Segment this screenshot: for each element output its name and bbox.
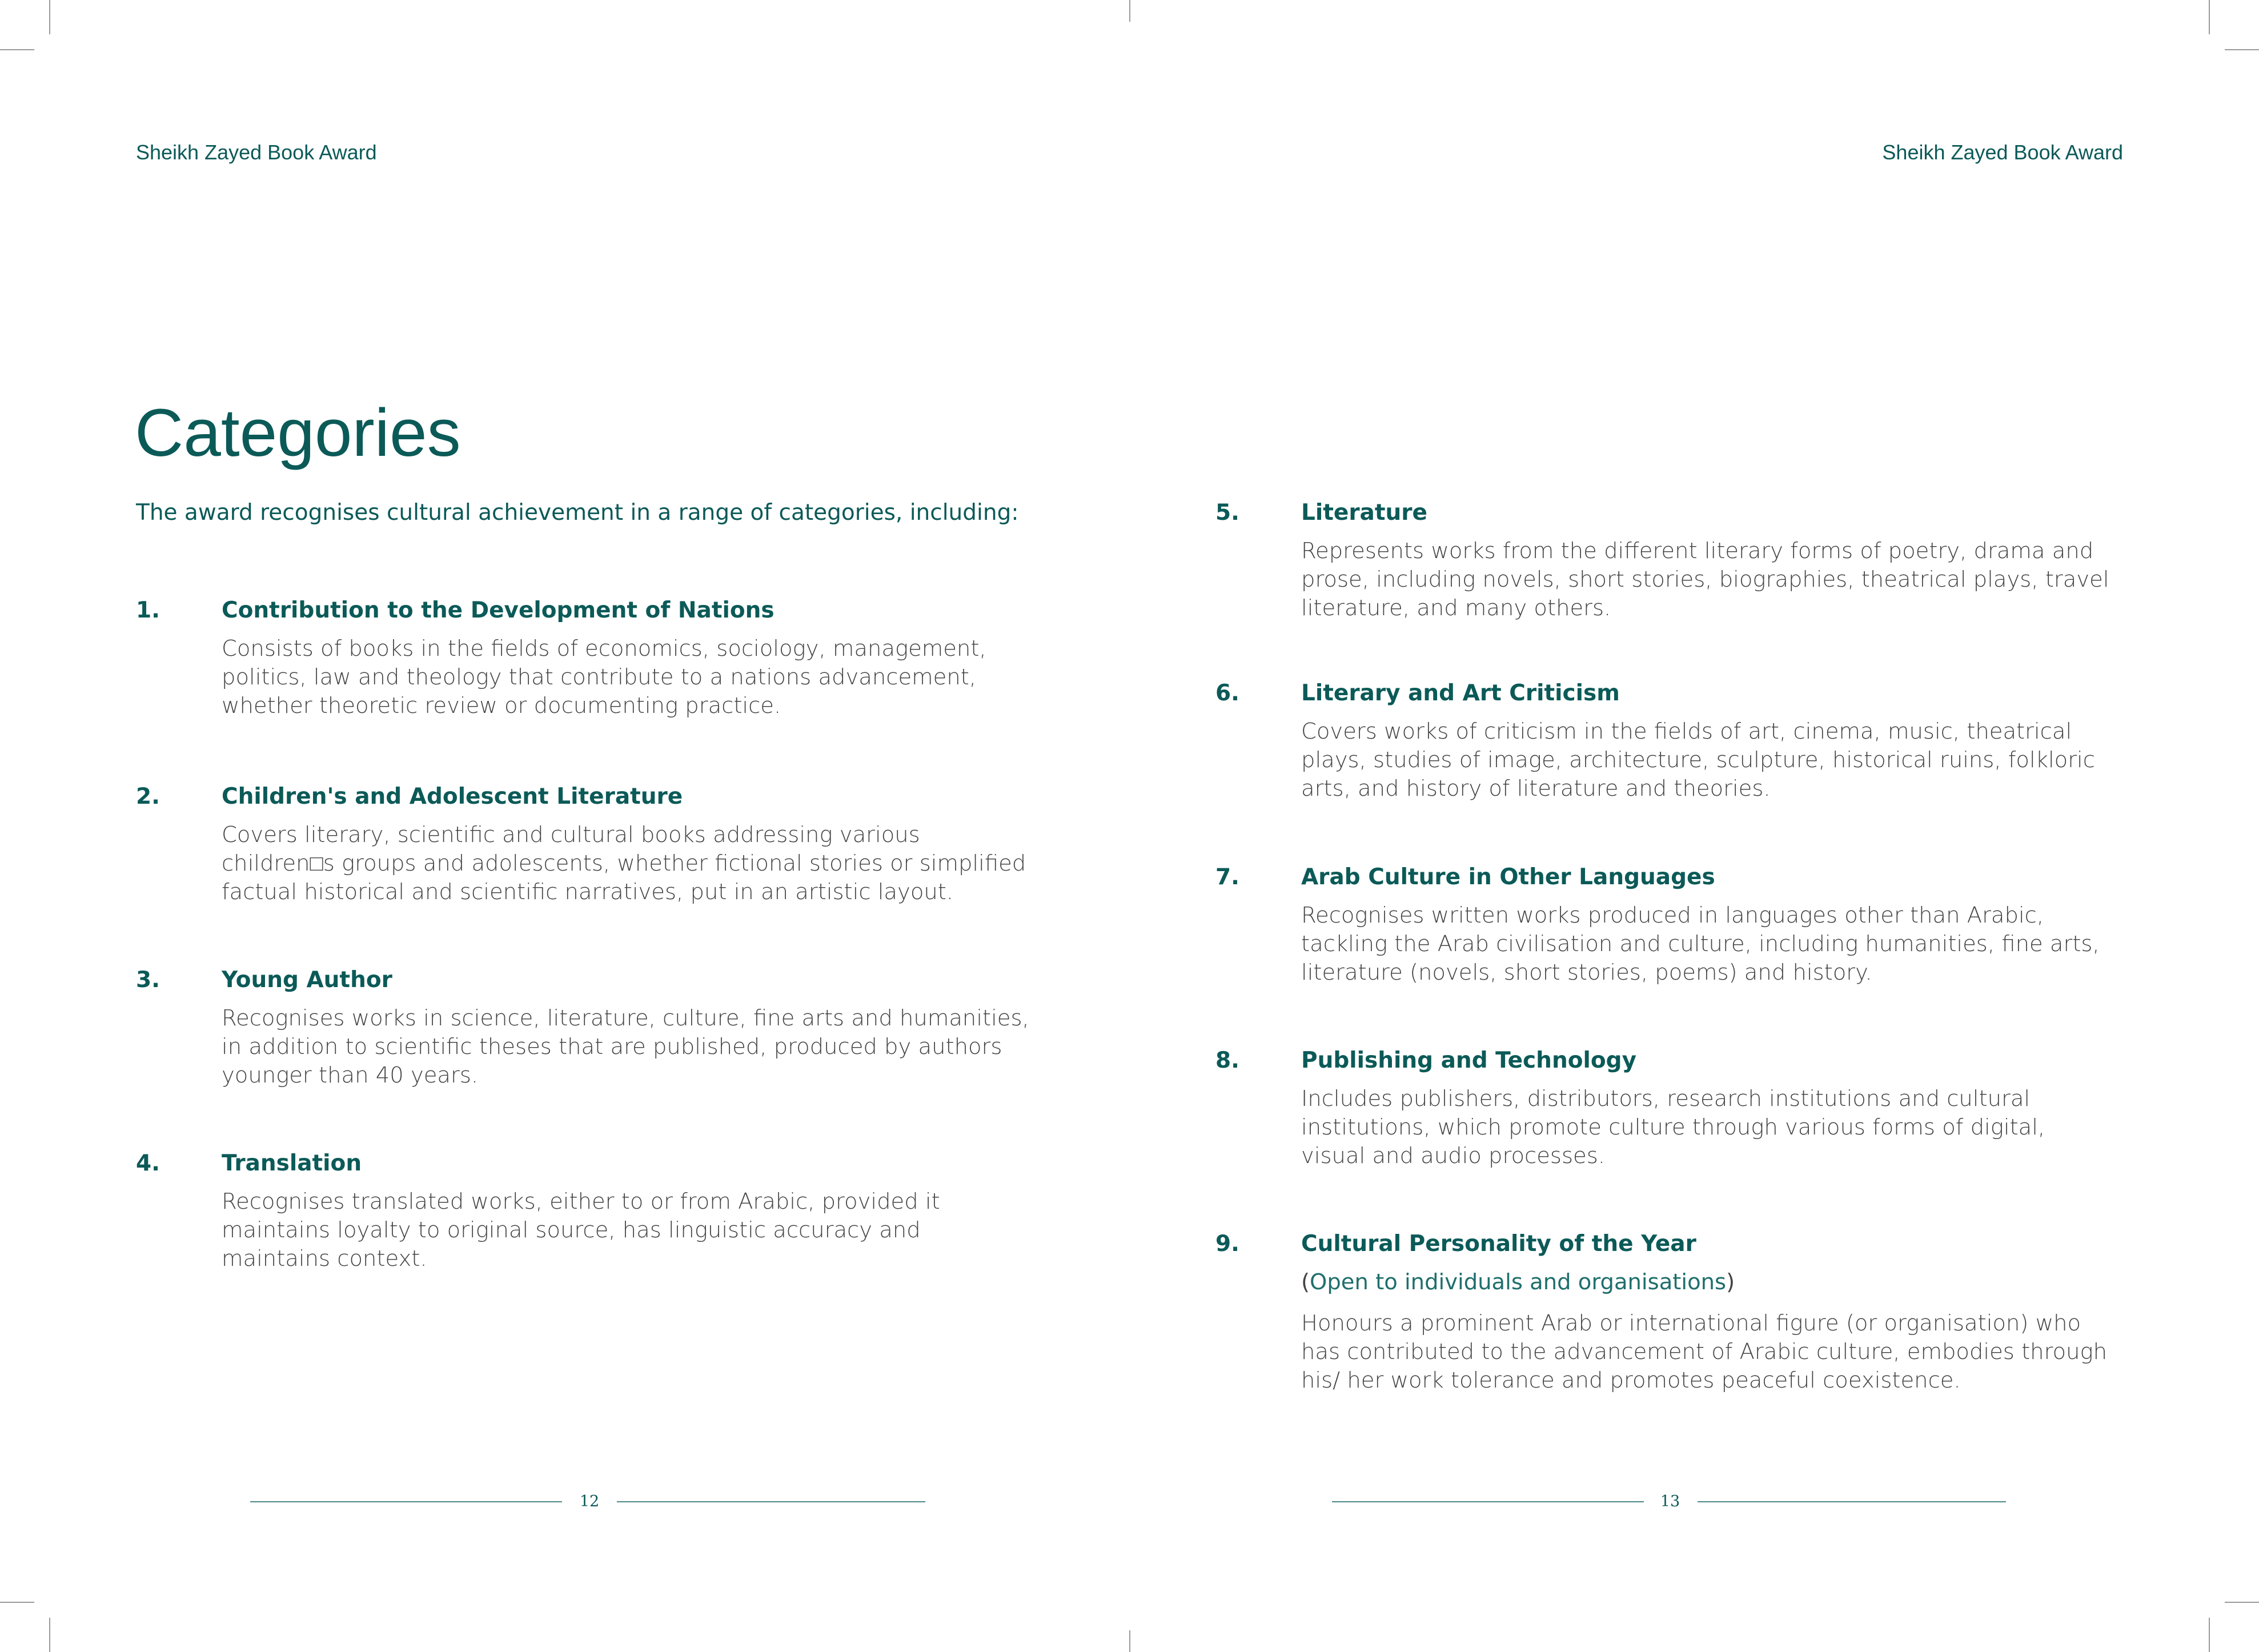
category-description: Recognises written works produced in languages other than Arabic, tackling the Arab civilisation and culture, including humanities, fine arts, literature (novels, short stories, poems) and history. (1301, 903, 2100, 985)
category-number: 3. (136, 967, 160, 993)
category-description: Consists of books in the fields of economics, sociology, management, politics, law and theology that contribute to a nations advancement, whether theoretic review or documenting practice. (222, 636, 986, 719)
footer-rule-left (250, 1501, 562, 1502)
crop-mark (2225, 49, 2259, 50)
category-number: 8. (1215, 1048, 1239, 1073)
category-number: 4. (136, 1150, 160, 1176)
category-number: 1. (136, 598, 160, 623)
category-title: Literature (1301, 500, 1427, 526)
category-title: Translation (222, 1150, 362, 1176)
category-title: Cultural Personality of the Year (1301, 1231, 1696, 1257)
category-title: Literary and Art Criticism (1301, 680, 1620, 706)
running-head-right: Sheikh Zayed Book Award (1882, 141, 2123, 164)
category-description: Covers works of criticism in the fields of art, cinema, music, theatrical plays, studies of image, architecture, sculpture, historical ruins, folkloric arts, and history of literature and theories. (1301, 719, 2095, 801)
category-description: Recognises works in science, literature, culture, fine arts and humanities, in addition to scientific theses that are published, produced by authors younger than 40 years. (222, 1005, 1029, 1088)
category-number: 2. (136, 784, 160, 809)
crop-mark (2209, 0, 2210, 34)
category-title: Young Author (222, 967, 392, 993)
category-description: Covers literary, scientific and cultural books addressing various children□s groups and adolescents, whether fictional stories or simplified factual historical and scientific narratives, put in an artistic layout. (222, 822, 1026, 905)
footer-rule-right (1332, 1501, 1644, 1502)
footer-rule-right (1698, 1501, 2006, 1502)
crop-mark (1129, 1630, 1130, 1652)
crop-mark (2225, 1602, 2259, 1603)
category-number: 6. (1215, 680, 1239, 706)
note-text: Open to individuals and organisations (1310, 1269, 1727, 1295)
page-number-right: 13 (1660, 1493, 1680, 1510)
crop-mark (49, 1618, 50, 1652)
category-number: 5. (1215, 500, 1239, 526)
category-title: Publishing and Technology (1301, 1048, 1636, 1073)
crop-mark (0, 1602, 34, 1603)
category-note (1301, 1268, 2112, 1297)
crop-mark (49, 0, 50, 34)
intro-text: The award recognises cultural achievement in a range of categories, including: (136, 500, 1019, 526)
crop-mark (1129, 0, 1130, 22)
category-description: Honours a prominent Arab or international figure (or organisation) who has contributed to the advancement of Arabic culture, embodies through his/ her work tolerance and promotes peaceful coexistence. (1301, 1310, 2108, 1393)
crop-mark (2209, 1618, 2210, 1652)
note-open-paren: ( (1301, 1269, 1310, 1295)
category-number: 7. (1215, 864, 1239, 890)
category-title: Arab Culture in Other Languages (1301, 864, 1715, 890)
page-title: Categories (135, 395, 461, 471)
footer-rule-left (617, 1501, 925, 1502)
note-close-paren: ) (1726, 1269, 1735, 1295)
category-title: Contribution to the Development of Nations (222, 598, 775, 623)
crop-mark (0, 49, 34, 50)
category-title: Children's and Adolescent Literature (222, 784, 683, 809)
category-description: Recognises translated works, either to or from Arabic, provided it maintains loyalty to original source, has linguistic accuracy and maintains context. (222, 1189, 940, 1272)
category-description: Represents works from the different literary forms of poetry, drama and prose, including novels, short stories, biographies, theatrical plays, travel literature, and many others. (1301, 538, 2109, 621)
page-number-left: 12 (579, 1493, 600, 1510)
running-head-left: Sheikh Zayed Book Award (136, 141, 377, 164)
category-description: Includes publishers, distributors, research institutions and cultural institutions, which promote culture through various forms of digital, visual and audio processes. (1301, 1086, 2045, 1169)
category-number: 9. (1215, 1231, 1239, 1257)
